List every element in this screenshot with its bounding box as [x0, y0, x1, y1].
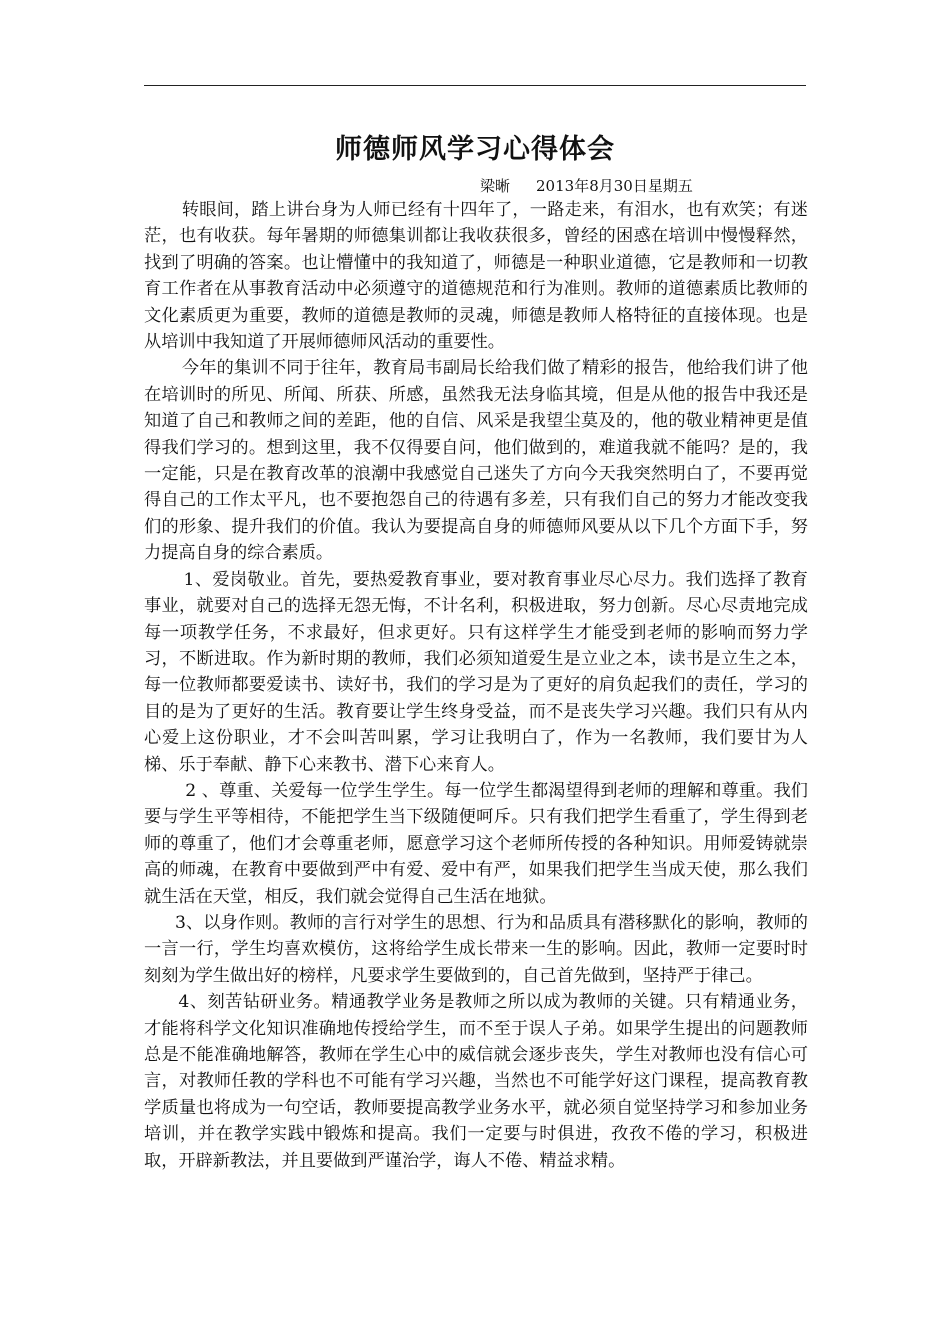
- paragraph-training: 今年的集训不同于往年，教育局韦副局长给我们做了精彩的报告，他给我们讲了他在培训时的所见、所闻、所获、所感，虽然我无法身临其境，但是从他的报告中我还是知道了自己和教师之间的差距，他的自信、风采是我望尘莫及的，他的敬业精神更是值得我们学习的。想到这里，我不仅得要自问，他们做到的，难道我就不能吗？是的，我一定能，只是在教育改革的浪潮中我感觉自己迷失了方向今天我突然明白了，不要再觉得自己的工作太平凡，也不要抱怨自己的待遇有多差，只有我们自己的努力才能改变我们的形象、提升我们的价值。我认为要提高自身的师德师风要从以下几个方面下手，努力提高自身的综合素质。: [144, 358, 808, 564]
- document-body: [144, 197, 808, 1174]
- author-name: 梁晰: [480, 177, 511, 195]
- document-date: 2013年8月30日星期五: [536, 177, 693, 195]
- header-rule: [144, 85, 806, 86]
- paragraph-point-3: 3、以身作则。教师的言行对学生的思想、行为和品质具有潜移默化的影响，教师的一言一行，学生均喜欢模仿，这将给学生成长带来一生的影响。因此，教师一定要时时刻刻为学生做出好的榜样，凡要求学生要做到的，自己首先做到，坚持严于律己。: [144, 912, 808, 986]
- paragraph-point-2: 2 、尊重、关爱每一位学生学生。每一位学生都渴望得到老师的理解和尊重。我们要与学生平等相待，不能把学生当下级随便呵斥。只有我们把学生看重了，学生得到老师的尊重了，他们才会尊重老师，愿意学习这个老师所传授的各种知识。用师爱铸就崇高的师魂，在教育中要做到严中有爱、爱中有严，如果我们把学生当成天使，那么我们就生活在天堂，相反，我们就会觉得自己生活在地狱。: [144, 780, 808, 907]
- document-title: 师德师风学习心得体会: [335, 134, 615, 165]
- paragraph-point-4: 4、刻苦钻研业务。精通教学业务是教师之所以成为教师的关键。只有精通业务，才能将科学文化知识准确地传授给学生，而不至于误人子弟。如果学生提出的问题教师总是不能准确地解答，教师在学生心中的威信就会逐步丧失，学生对教师也没有信心可言，对教师任教的学科也不可能有学习兴趣，当然也不可能学好这门课程，提高教育教学质量也将成为一句空话，教师要提高教学业务水平，就必须自觉坚持学习和参加业务培训，并在教学实践中锻炼和提高。我们一定要与时俱进，孜孜不倦的学习，积极进取，开辟新教法，并且要做到严谨治学，诲人不倦、精益求精。: [144, 992, 808, 1171]
- byline: [480, 176, 693, 196]
- paragraph-point-1: 1、爱岗敬业。首先，要热爱教育事业，要对教育事业尽心尽力。我们选择了教育事业，就要对自己的选择无怨无悔，不计名利，积极进取，努力创新。尽心尽责地完成每一项教学任务，不求最好，但求更好。只有这样学生才能受到老师的影响而努力学习，不断进取。作为新时期的教师，我们必须知道爱生是立业之本，读书是立生之本，每一位教师都要爱读书、读好书，我们的学习是为了更好的肩负起我们的责任，学习的目的是为了更好的生活。教育要让学生终身受益，而不是丧失学习兴趣。我们只有从内心爱上这份职业，才不会叫苦叫累，学习让我明白了，作为一名教师，我们要甘为人梯、乐于奉献、静下心来教书、潜下心来育人。: [144, 569, 808, 775]
- paragraph-intro: 转眼间，踏上讲台身为人师已经有十四年了，一路走来，有泪水，也有欢笑；有迷茫，也有收获。每年暑期的师德集训都让我收获很多，曾经的困惑在培训中慢慢释然，找到了明确的答案。也让懵懂中的我知道了，师德是一种职业道德，它是教师和一切教育工作者在从事教育活动中必须遵守的道德规范和行为准则。教师的道德素质比教师的文化素质更为重要，教师的道德是教师的灵魂，师德是教师人格特征的直接体现。也是从培训中我知道了开展师德师风活动的重要性。: [144, 200, 808, 353]
